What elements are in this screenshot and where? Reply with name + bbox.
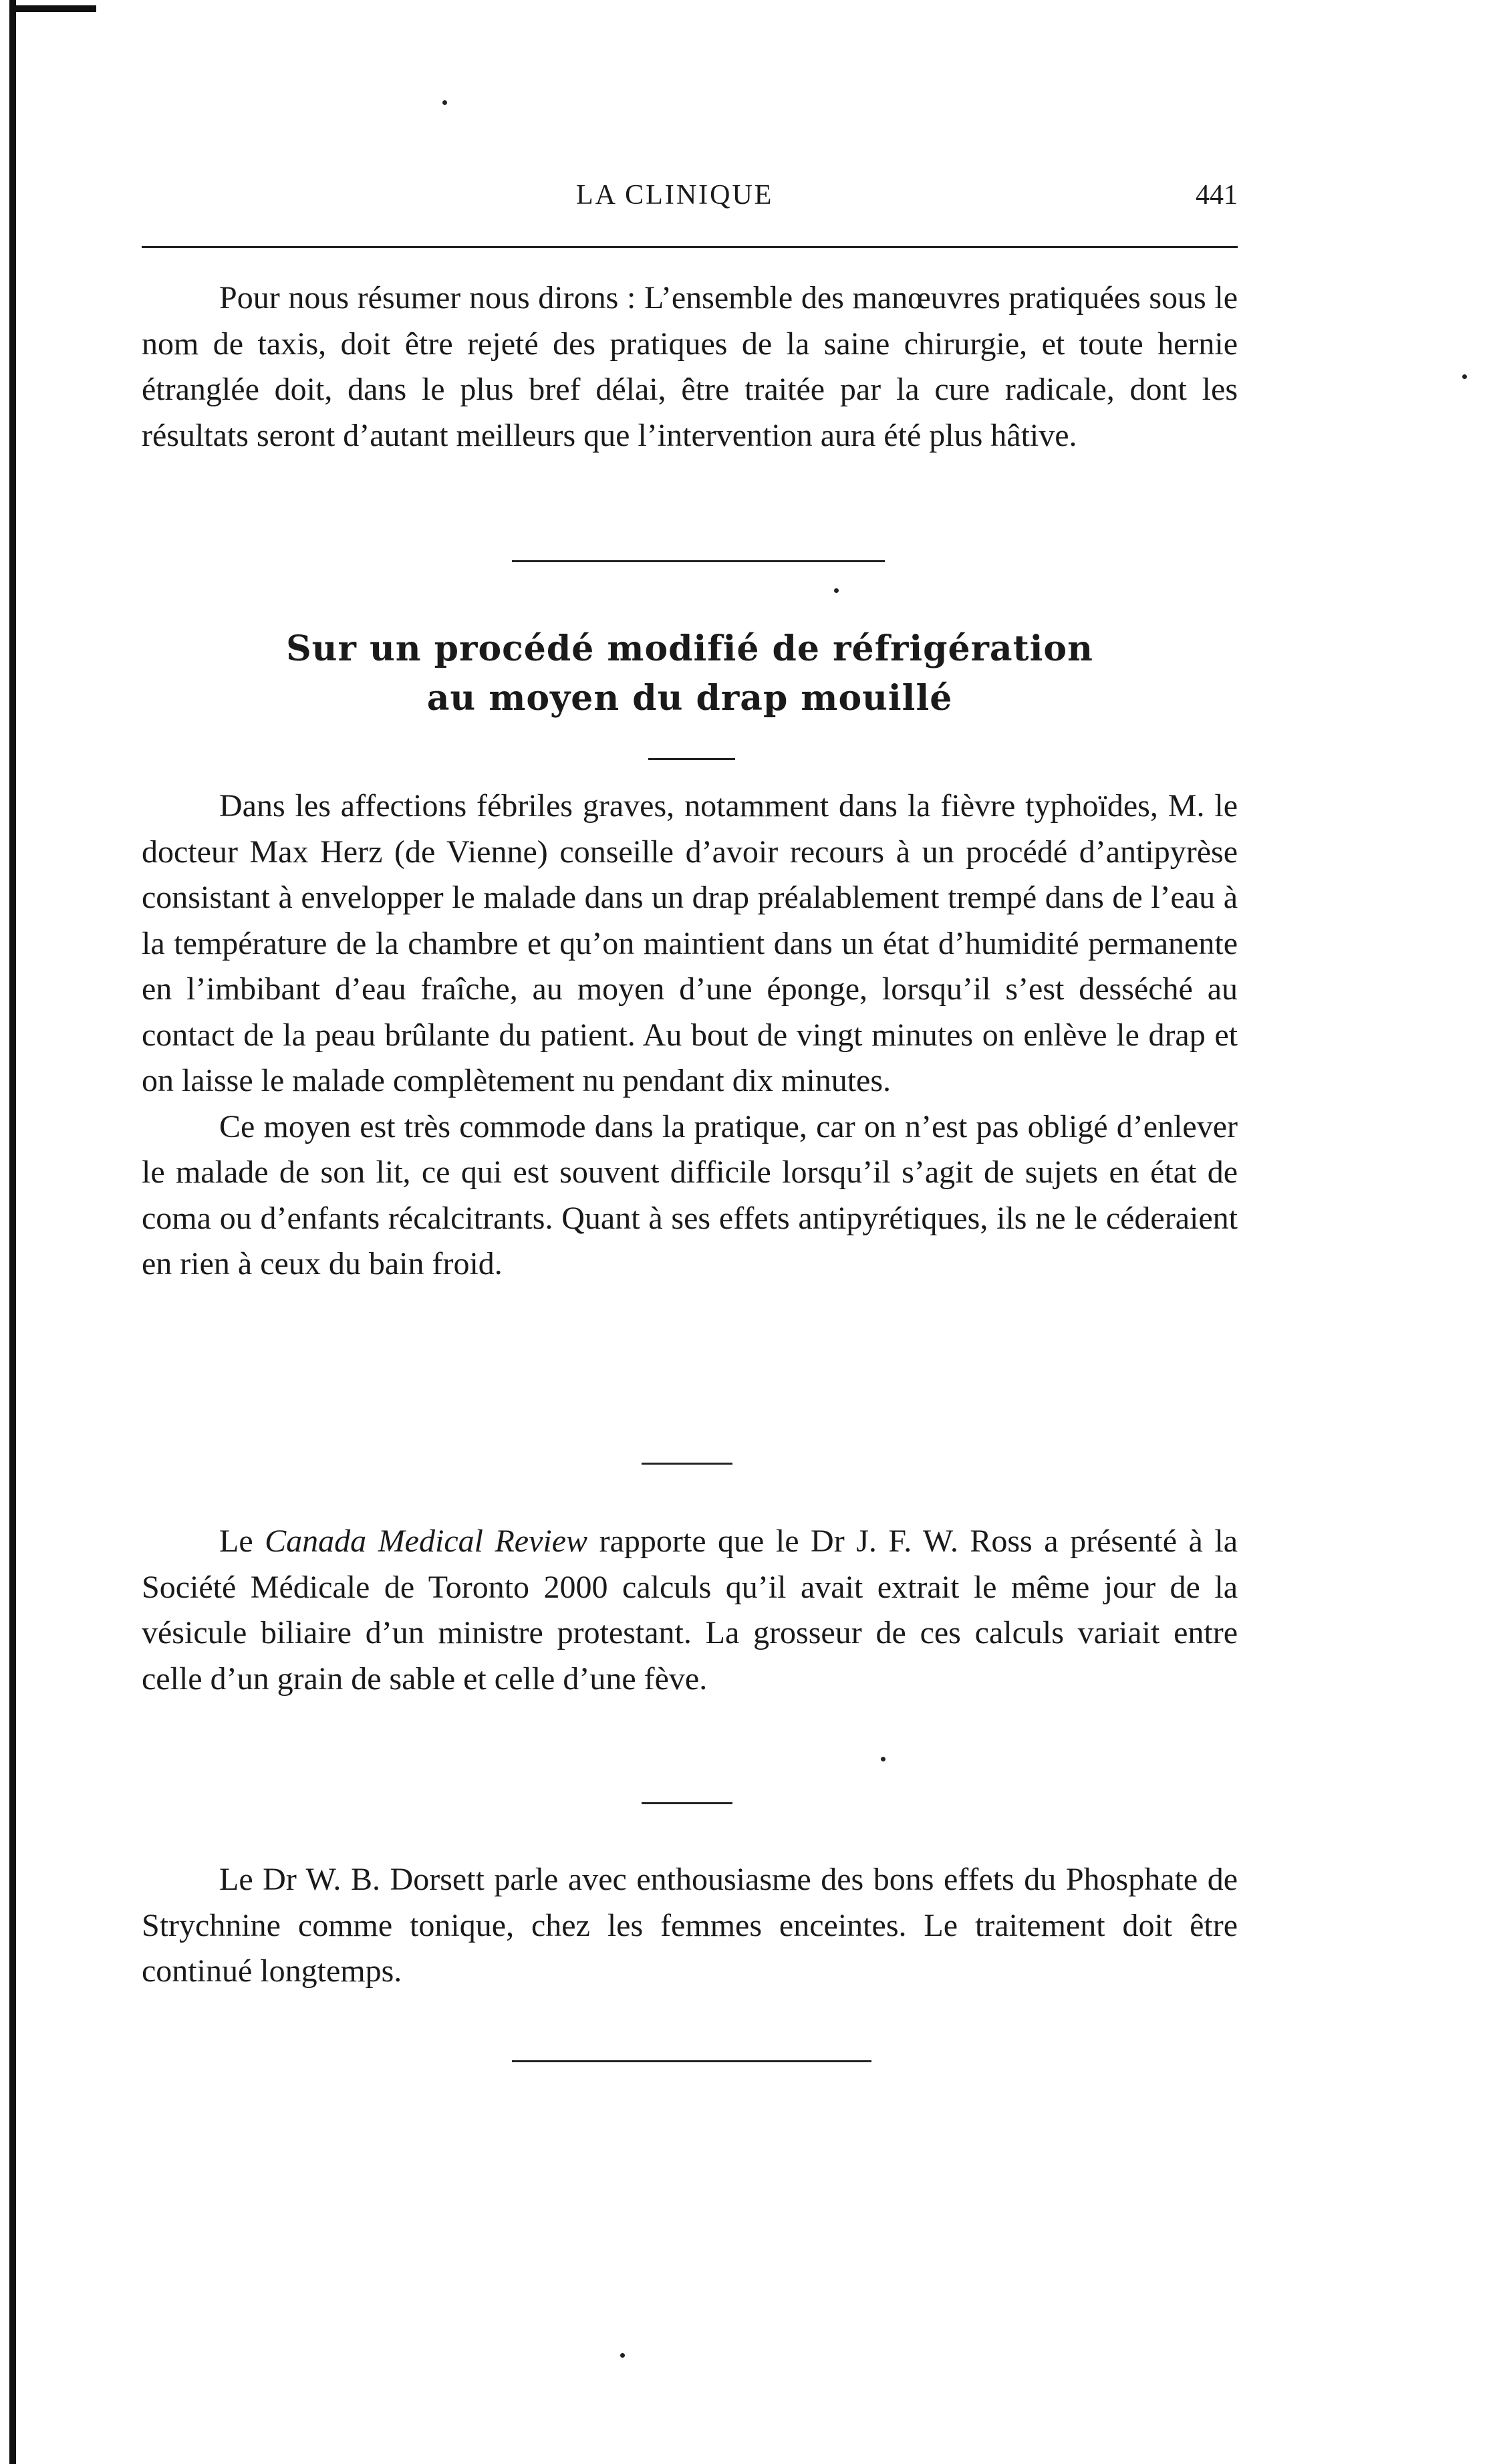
- closing-rule: [512, 2060, 871, 2062]
- article-title-line-1: Sur un procédé modifié de réfrigération: [286, 628, 1093, 669]
- intro-paragraph: Pour nous résumer nous dirons : L’ensemble des manœuvres pratiquées sous le nom de taxis, doit être rejeté des pratiques de la saine chirurgie, et toute hernie étranglée doit, dans le plus bref délai, être traitée par la cure radicale, dont les résultats seront d’autant meilleurs que l’intervention aura été plus hâtive.: [142, 280, 1238, 453]
- intro-section: [142, 275, 1238, 459]
- ink-speck: [881, 1757, 886, 1761]
- header-rule: [142, 246, 1238, 248]
- section-divider: [642, 1802, 732, 1804]
- article-paragraph-2: Ce moyen est très commode dans la pratique, car on n’est pas obligé d’enlever le malade de son lit, ce qui est souvent difficile lorsqu’il s’agit de sujets en état de coma ou d’enfants récalcitrants. Quant à ses effets antipyrétiques, ils ne le céderaient en rien à ceux du bain froid.: [142, 1108, 1238, 1281]
- running-header: [142, 179, 1238, 233]
- article-paragraph-1: Dans les affections fébriles graves, notamment dans la fièvre typhoïdes, M. le docteur Max Herz (de Vienne) conseille d’avoir recours à un procédé d’antipyrèse consistant à envelopper le malade dans un drap préalablement trempé dans de l’eau à la température de la chambre et qu’on maintient dans un état d’humidité permanente en l’imbibant d’eau fraîche, au moyen d’une éponge, lorsqu’il s’est desséché au contact de la peau brûlante du patient. Au bout de vingt minutes on enlève le drap et on laisse le malade complètement nu pendant dix minutes.: [142, 788, 1238, 1098]
- article-title: [142, 624, 1238, 723]
- canada-note-text: rapporte que le Dr J. F. W. Ross a présenté à la Société Médicale de Toronto 2000 calculs qu’il avait extrait le même jour de la vésicule biliaire d’un ministre protestant. La grosseur de ces calculs variait entre celle d’un grain de sable et celle d’une fève.: [142, 1523, 1238, 1697]
- journal-name: Canada Medical Review: [265, 1523, 588, 1559]
- dorsett-note-paragraph: Le Dr W. B. Dorsett parle avec enthousiasme des bons effets du Phosphate de Strychnine comme tonique, chez les femmes enceintes. Le traitement doit être continué longtemps.: [142, 1862, 1238, 1989]
- page-number: 441: [1196, 180, 1238, 211]
- scan-edge-mark: [9, 0, 16, 2464]
- ink-speck: [1462, 374, 1467, 379]
- article-title-line-2: au moyen du drap mouillé: [426, 678, 953, 719]
- title-underline-rule: [648, 758, 735, 760]
- scan-corner-mark: [9, 5, 96, 12]
- section-divider: [512, 560, 885, 562]
- canada-note: [142, 1519, 1238, 1702]
- canada-note-paragraph: [142, 1519, 1238, 1702]
- section-divider: [642, 1463, 732, 1465]
- ink-speck: [442, 100, 447, 105]
- ink-speck: [620, 2353, 625, 2358]
- canada-note-prefix: Le: [219, 1523, 265, 1559]
- dorsett-note: [142, 1857, 1238, 1995]
- ink-speck: [834, 588, 839, 593]
- journal-title: LA CLINIQUE: [576, 180, 774, 211]
- article-body: [142, 783, 1238, 1287]
